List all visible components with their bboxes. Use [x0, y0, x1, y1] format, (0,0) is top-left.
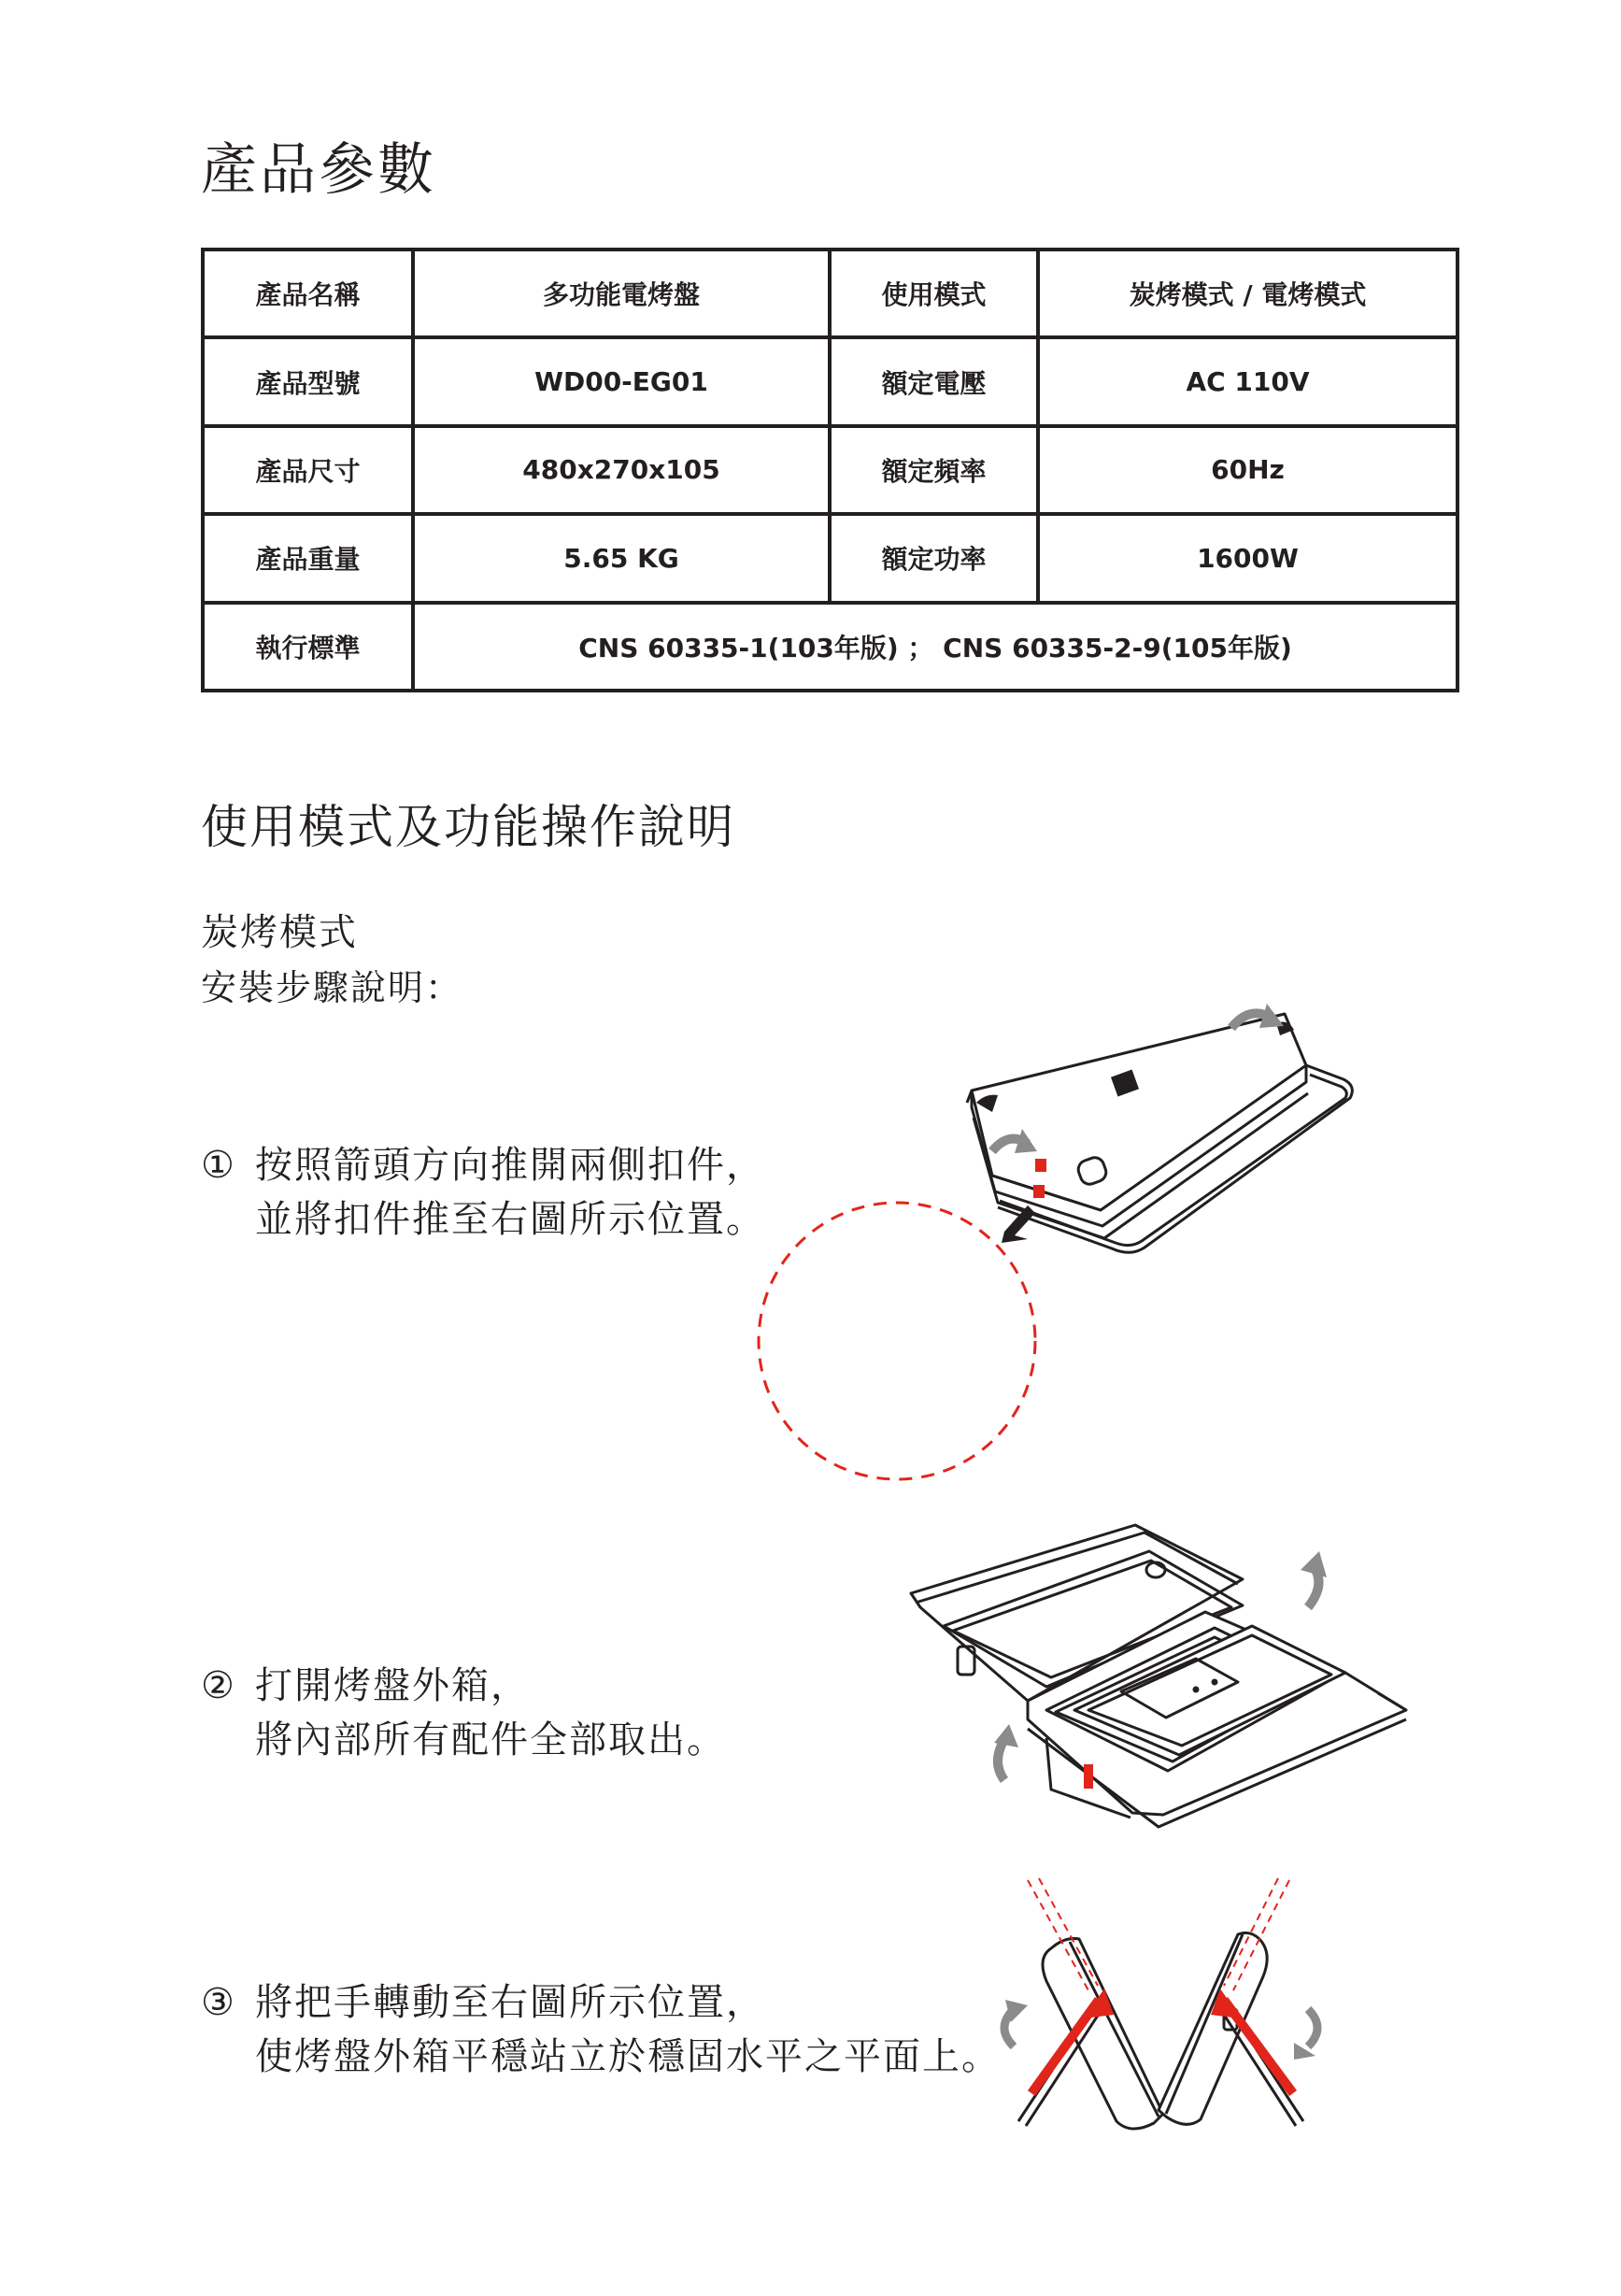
table-row [203, 603, 1457, 691]
section-title: 使用模式及功能操作說明 [201, 800, 735, 854]
step-1 [201, 1138, 765, 1247]
spec-value: 多功能電烤盤 [413, 250, 830, 337]
spec-label: 額定頻率 [830, 426, 1038, 514]
spec-value: CNS 60335-1(103年版) ； CNS 60335-2-9(105年版) [413, 603, 1457, 691]
spec-value: 1600W [1038, 514, 1457, 602]
spec-value: 5.65 KG [413, 514, 830, 602]
spec-value: 480x270x105 [413, 426, 830, 514]
page-title: 產品參數 [201, 137, 436, 203]
standing-case-illustration [972, 1874, 1327, 2145]
spec-table [201, 248, 1459, 692]
table-row [203, 514, 1457, 602]
opened-case-illustration [897, 1514, 1420, 1832]
step-number: ① [201, 1144, 236, 1187]
detail-circle [759, 1203, 1035, 1479]
step-line: 按照箭頭方向推開兩側扣件， [255, 1144, 765, 1187]
table-row [203, 337, 1457, 425]
step-line: 使烤盤外箱平穩站立於穩固水平之平面上。 [255, 2035, 1001, 2078]
spec-label: 執行標準 [203, 603, 413, 691]
spec-value: 60Hz [1038, 426, 1457, 514]
spec-label: 產品重量 [203, 514, 413, 602]
latch-icon [1035, 1159, 1046, 1172]
step-number: ③ [201, 1981, 236, 2024]
spec-label: 額定電壓 [830, 337, 1038, 425]
step-line: 將內部所有配件全部取出。 [255, 1718, 726, 1761]
spec-label: 額定功率 [830, 514, 1038, 602]
spec-value: 炭烤模式 / 電烤模式 [1038, 250, 1457, 337]
latch-icon [1033, 1185, 1045, 1198]
step-line: 將把手轉動至右圖所示位置， [255, 1981, 765, 2024]
mode-subtitle: 安裝步驟說明： [201, 967, 463, 1008]
spec-label: 使用模式 [830, 250, 1038, 337]
table-row [203, 250, 1457, 337]
spec-label: 產品名稱 [203, 250, 413, 337]
mode-title: 炭烤模式 [201, 911, 358, 954]
spec-label: 產品型號 [203, 337, 413, 425]
rotate-arrow-icon [1308, 2009, 1317, 2046]
table-row [203, 426, 1457, 514]
spec-value: WD00-EG01 [413, 337, 830, 425]
spec-value: AC 110V [1038, 337, 1457, 425]
step-2 [201, 1659, 726, 1767]
step-line: 打開烤盤外箱， [255, 1664, 530, 1707]
step-3 [201, 1975, 1001, 2084]
step-line: 並將扣件推至右圖所示位置。 [255, 1198, 765, 1241]
closed-case-illustration [747, 991, 1383, 1495]
spec-label: 產品尺寸 [203, 426, 413, 514]
step-number: ② [201, 1664, 236, 1707]
